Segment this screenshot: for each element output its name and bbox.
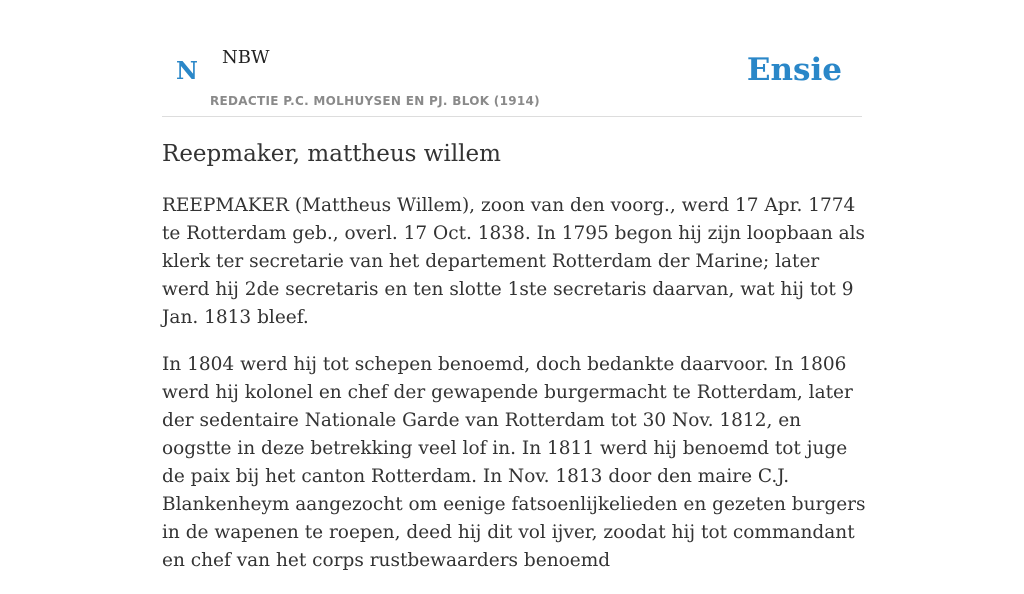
brand-logo[interactable]: Ensie bbox=[746, 52, 842, 88]
page-title: Reepmaker, mattheus willem bbox=[162, 141, 501, 167]
header bbox=[162, 0, 862, 117]
source-name[interactable]: NBW bbox=[222, 47, 270, 68]
source-logo[interactable]: N bbox=[176, 56, 198, 85]
article-body bbox=[162, 192, 868, 594]
source-subtitle: REDACTIE P.C. MOLHUYSEN EN PJ. BLOK (1914) bbox=[210, 94, 540, 108]
article-paragraph: REEPMAKER (Mattheus Willem), zoon van den voorg., werd 17 Apr. 1774 te Rotterdam geb., overl. 17 Oct. 1838. In 1795 begon hij zijn loopbaan als klerk ter secretarie van het departement Rotterdam der Marine; later werd hij 2de secretaris en ten slotte 1ste secretaris daarvan, wat hij tot 9 Jan. 1813 bleef. bbox=[162, 195, 866, 328]
article-paragraph: In 1804 werd hij tot schepen benoemd, doch bedankte daarvoor. In 1806 werd hij kolonel en chef der gewapende burgermacht te Rotterdam, later der sedentaire Nationale Garde van Rotterdam tot 30 Nov. 1812, en oogstte in deze betrekking veel lof in. In 1811 werd hij benoemd tot juge de paix bij het canton Rotterdam. In Nov. 1813 door den maire C.J. Blankenheym aangezocht om eenige fatsoenlijkelieden en gezeten burgers in de wapenen te roepen, deed hij dit vol ijver, zoodat hij tot commandant en chef van het corps rustbewaarders benoemd bbox=[162, 354, 866, 571]
